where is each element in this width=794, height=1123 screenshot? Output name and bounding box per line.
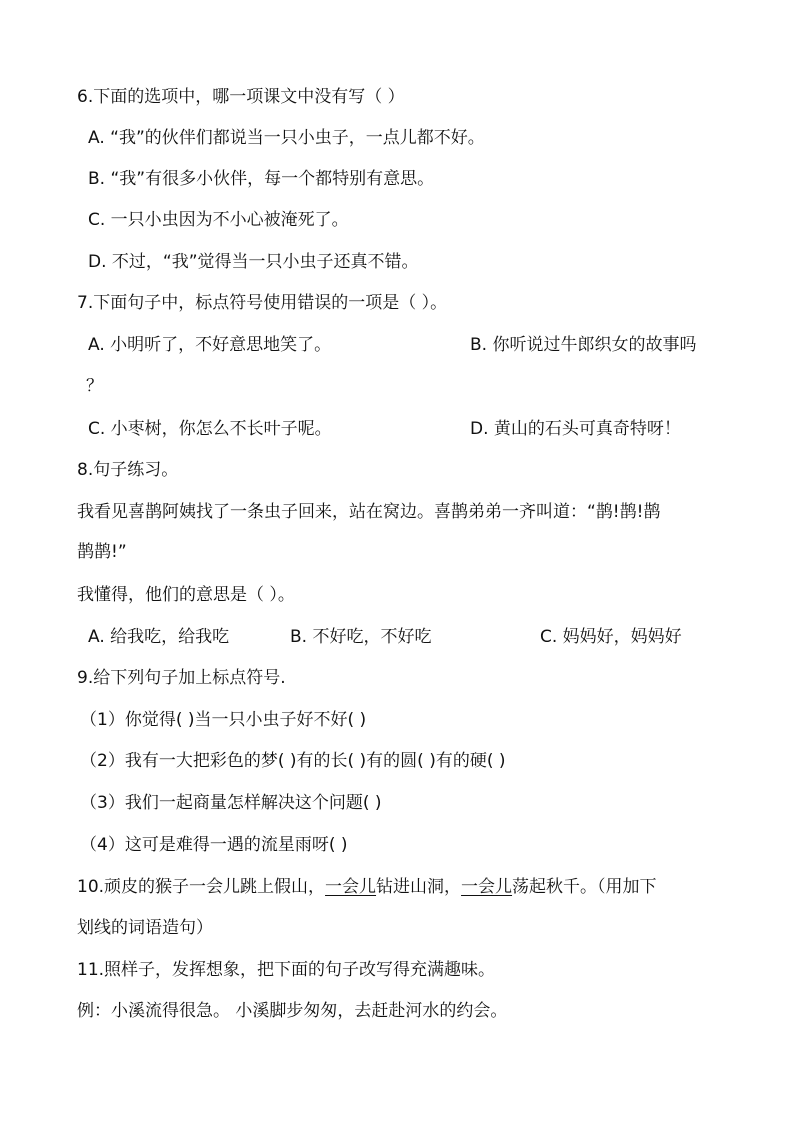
q10-underlined-word-1: 一会儿 <box>325 877 377 897</box>
q8-stem: 8.句子练习。 <box>77 460 179 480</box>
q9-sentence-2: （2）我有一大把彩色的梦( )有的长( )有的圆( )有的硬( ) <box>80 751 506 771</box>
q8-option-c: C. 妈妈好，妈妈好 <box>540 627 682 647</box>
q8-option-b: B. 不好吃，不好吃 <box>290 627 432 647</box>
q8-passage-line-1: 我看见喜鹊阿姨找了一条虫子回来，站在窝边。喜鹊弟弟一齐叫道：“鹊!鹊!鹊 <box>77 502 661 522</box>
q6-option-c: C. 一只小虫因为不小心被淹死了。 <box>88 210 349 230</box>
q9-stem: 9.给下列句子加上标点符号. <box>77 668 286 688</box>
q10-underlined-word-2: 一会儿 <box>461 877 513 897</box>
q7-option-d: D. 黄山的石头可真奇特呀！ <box>470 419 681 439</box>
q8-passage-line-2: 鹊鹊!” <box>77 542 127 562</box>
q10-stem-line-2: 划线的词语造句） <box>77 918 213 938</box>
q8-option-a: A. 给我吃，给我吃 <box>88 627 230 647</box>
q9-sentence-4: （4）这可是难得一遇的流星雨呀( ) <box>80 835 348 855</box>
q11-example: 例：小溪流得很急。 小溪脚步匆匆，去赶赴河水的约会。 <box>77 1001 508 1021</box>
q8-question: 我懂得，他们的意思是（ ）。 <box>77 585 295 605</box>
q7-stem: 7.下面句子中，标点符号使用错误的一项是（ ）。 <box>77 293 448 313</box>
q6-option-a: A. “我”的伙伴们都说当一只小虫子，一点儿都不好。 <box>88 128 485 148</box>
q7-option-a: A. 小明听了，不好意思地笑了。 <box>88 335 332 355</box>
q10-text-part-1: 10.顽皮的猴子一会儿跳上假山， <box>77 877 326 897</box>
q7-option-c: C. 小枣树，你怎么不长叶子呢。 <box>88 419 332 439</box>
q7-option-b-continued: ？ <box>86 376 103 396</box>
q11-stem: 11.照样子，发挥想象，把下面的句子改写得充满趣味。 <box>77 960 496 980</box>
q6-stem: 6.下面的选项中，哪一项课文中没有写（ ） <box>77 87 405 107</box>
q10-text-part-2: 钻进山洞， <box>376 877 462 897</box>
q10-stem-line-1 <box>77 876 657 898</box>
q9-sentence-1: （1）你觉得( )当一只小虫子好不好( ) <box>80 710 367 730</box>
q9-sentence-3: （3）我们一起商量怎样解决这个问题( ) <box>80 793 382 813</box>
q10-text-part-3: 荡起秋千。（用加下 <box>512 877 657 897</box>
q6-option-d: D. 不过，“我”觉得当一只小虫子还真不错。 <box>88 252 419 272</box>
q7-option-b: B. 你听说过牛郎织女的故事吗 <box>470 335 697 355</box>
q6-option-b: B. “我”有很多小伙伴，每一个都特别有意思。 <box>88 169 435 189</box>
